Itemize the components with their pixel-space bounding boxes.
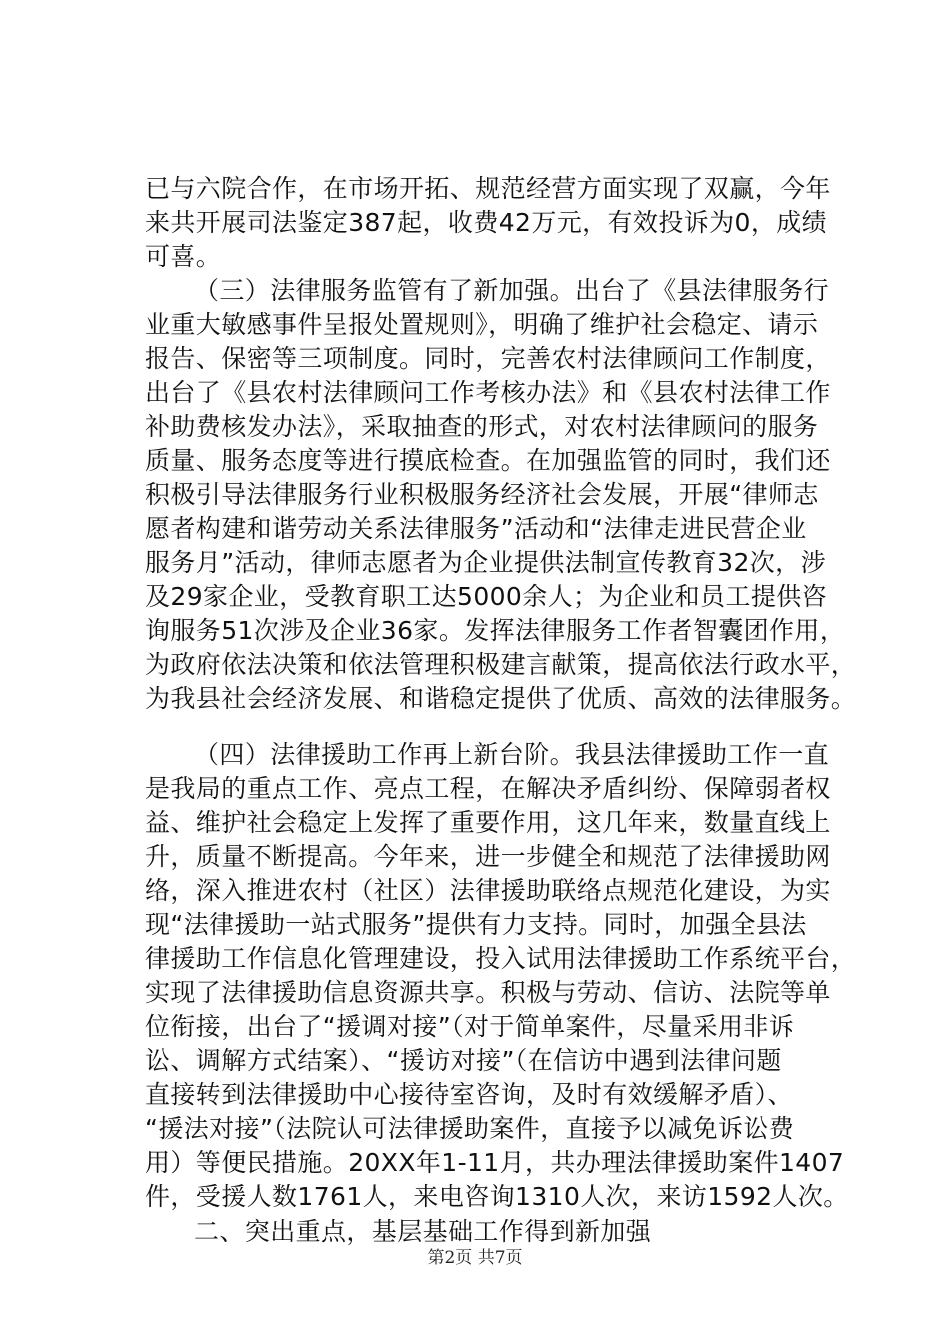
body-text-line: 益、维护社会稳定上发挥了重要作用，这几年来，数量直线上 xyxy=(145,808,831,837)
body-text-line: 为政府依法决策和依法管理积极建言献策，提高依法行政水平， xyxy=(145,650,857,679)
body-text-line: 补助费核发办法》，采取抽查的形式，对农村法律顾问的服务 xyxy=(145,412,819,441)
body-text-line: 及29家企业，受教育职工达5000余人；为企业和员工提供咨 xyxy=(145,582,828,611)
body-text-line: “援法对接”（法院认可法律援助案件，直接予以减免诉讼费 xyxy=(145,1114,795,1143)
body-text-line: 是我局的重点工作、亮点工程，在解决矛盾纠纷、保障弱者权 xyxy=(145,774,831,803)
body-text-line: 现“法律援助一站式服务”提供有力支持。同时，加强全县法 xyxy=(145,910,807,939)
body-text-line: 为我县社会经济发展、和谐稳定提供了优质、高效的法律服务。 xyxy=(145,684,857,713)
body-text-line: 询服务51次涉及企业36家。发挥法律服务工作者智囊团作用， xyxy=(145,616,846,645)
body-text-line: 律援助工作信息化管理建设，投入试用法律援助工作系统平台， xyxy=(145,944,857,973)
body-text-line: 质量、服务态度等进行摸底检查。在加强监管的同时，我们还 xyxy=(145,446,831,475)
paragraph-first-line: （三）法律服务监管有了新加强。出台了《县法律服务行 xyxy=(194,276,830,305)
body-text-line: 报告、保密等三项制度。同时，完善农村法律顾问工作制度， xyxy=(145,344,831,373)
page-footer: 第2页 共7页 xyxy=(427,1248,523,1268)
body-text-line: 积极引导法律服务行业积极服务经济社会发展，开展“律师志 xyxy=(145,480,819,509)
body-text-line: 服务月”活动，律师志愿者为企业提供法制宣传教育32次，涉 xyxy=(145,548,826,577)
body-text-line: 已与六院合作，在市场开拓、规范经营方面实现了双赢，今年 xyxy=(145,174,831,203)
body-text-line: 升，质量不断提高。今年来，进一步健全和规范了法律援助网 xyxy=(145,842,831,871)
body-text-line: 可喜。 xyxy=(145,242,222,271)
body-text-line: 讼、调解方式结案）、“援访对接”（在信访中遇到法律问题 xyxy=(145,1046,782,1075)
body-text-line: 实现了法律援助信息资源共享。积极与劳动、信访、法院等单 xyxy=(145,978,831,1007)
body-text-line: 来共开展司法鉴定387起，收费42万元，有效投诉为0，成绩 xyxy=(145,208,828,237)
body-text-line: 出台了《县农村法律顾问工作考核办法》和《县农村法律工作 xyxy=(145,378,831,407)
body-text-line: 愿者构建和谐劳动关系法律服务”活动和“法律走进民营企业 xyxy=(145,514,807,543)
body-text-line: 用）等便民措施。20XX年1-11月，共办理法律援助案件1407 xyxy=(145,1148,845,1177)
body-text-line: 位衔接，出台了“援调对接”（对于简单案件，尽量采用非诉 xyxy=(145,1012,795,1041)
body-text-line: 件，受援人数1761人，来电咨询1310人次，来访1592人次。 xyxy=(145,1182,849,1211)
body-text-line: 业重大敏感事件呈报处置规则》，明确了维护社会稳定、请示 xyxy=(145,310,819,339)
section-heading: 二、突出重点，基层基础工作得到新加强 xyxy=(194,1217,652,1246)
paragraph-first-line: （四）法律援助工作再上新台阶。我县法律援助工作一直 xyxy=(194,740,830,769)
body-text-line: 络，深入推进农村（社区）法律援助联络点规范化建设，为实 xyxy=(145,876,831,905)
body-text-line: 直接转到法律援助中心接待室咨询，及时有效缓解矛盾）、 xyxy=(145,1080,793,1109)
